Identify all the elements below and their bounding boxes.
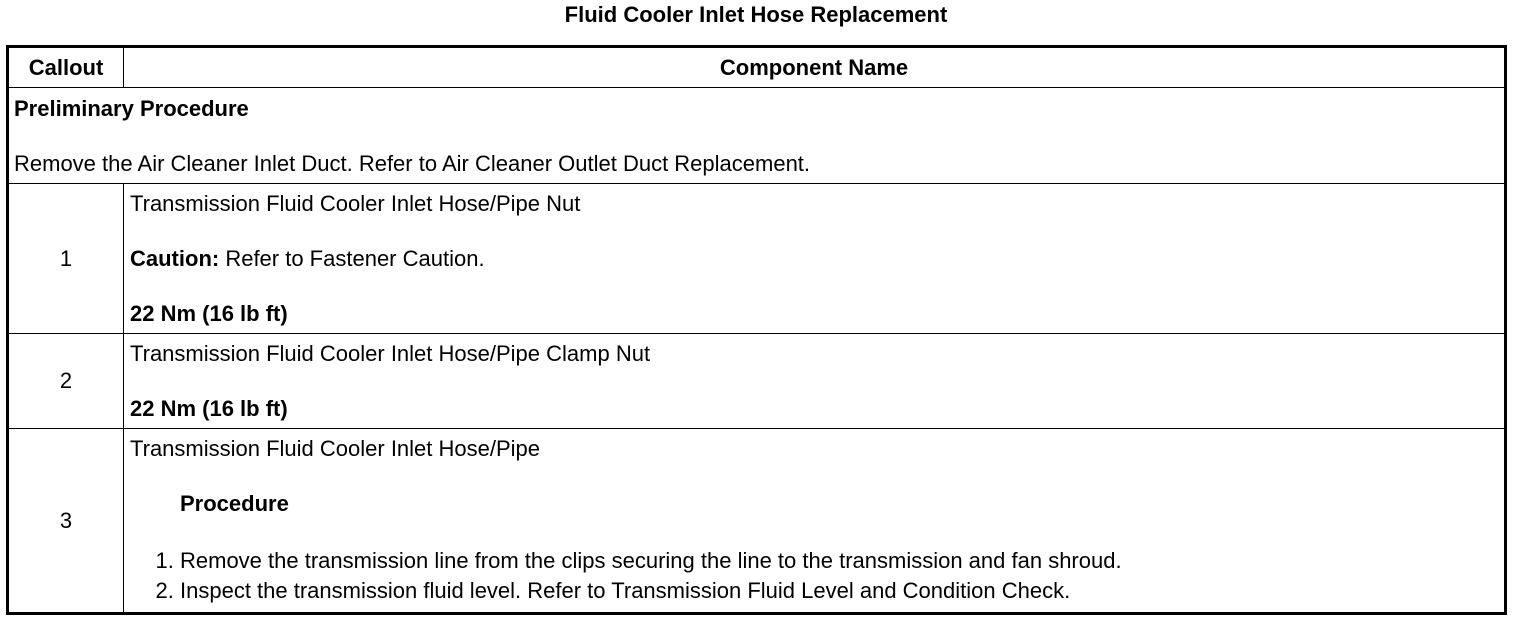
procedure-table xyxy=(6,45,1507,615)
procedure-step: 1. Remove the transmission line from the clips securing the line to the transmission and fan shroud. xyxy=(180,546,1504,576)
preliminary-text: Remove the Air Cleaner Inlet Duct. Refer to Air Cleaner Outlet Duct Replacement. xyxy=(14,151,811,176)
torque-spec: 22 Nm (16 lb ft) xyxy=(130,396,288,421)
callout-column-header: Callout xyxy=(8,47,124,88)
table-row xyxy=(8,184,1506,334)
callout-number: 2 xyxy=(8,334,124,429)
component-name: Transmission Fluid Cooler Inlet Hose/Pipe Clamp Nut xyxy=(130,341,651,366)
component-name: Transmission Fluid Cooler Inlet Hose/Pipe Nut xyxy=(130,191,581,216)
caution-text: Refer to Fastener Caution. xyxy=(219,246,485,271)
procedure-step: 2. Inspect the transmission fluid level. Refer to Transmission Fluid Level and Condition Check. xyxy=(180,576,1504,606)
component-name-column-header: Component Name xyxy=(124,47,1506,88)
component-cell xyxy=(124,184,1506,334)
table-header-row xyxy=(8,47,1506,88)
caution-note xyxy=(130,246,1504,272)
preliminary-row xyxy=(8,88,1506,184)
procedure-heading: Procedure xyxy=(180,491,289,516)
caution-label: Caution: xyxy=(130,246,220,271)
table-row xyxy=(8,429,1506,614)
callout-number: 1 xyxy=(8,184,124,334)
component-cell xyxy=(124,429,1506,614)
table-row xyxy=(8,334,1506,429)
preliminary-cell xyxy=(8,88,1506,184)
callout-number: 3 xyxy=(8,429,124,614)
component-name: Transmission Fluid Cooler Inlet Hose/Pipe xyxy=(130,436,541,461)
torque-spec: 22 Nm (16 lb ft) xyxy=(130,301,288,326)
component-cell xyxy=(124,334,1506,429)
procedure-steps xyxy=(130,546,1504,606)
preliminary-heading: Preliminary Procedure xyxy=(14,96,249,121)
document-title: Fluid Cooler Inlet Hose Replacement xyxy=(564,2,948,27)
